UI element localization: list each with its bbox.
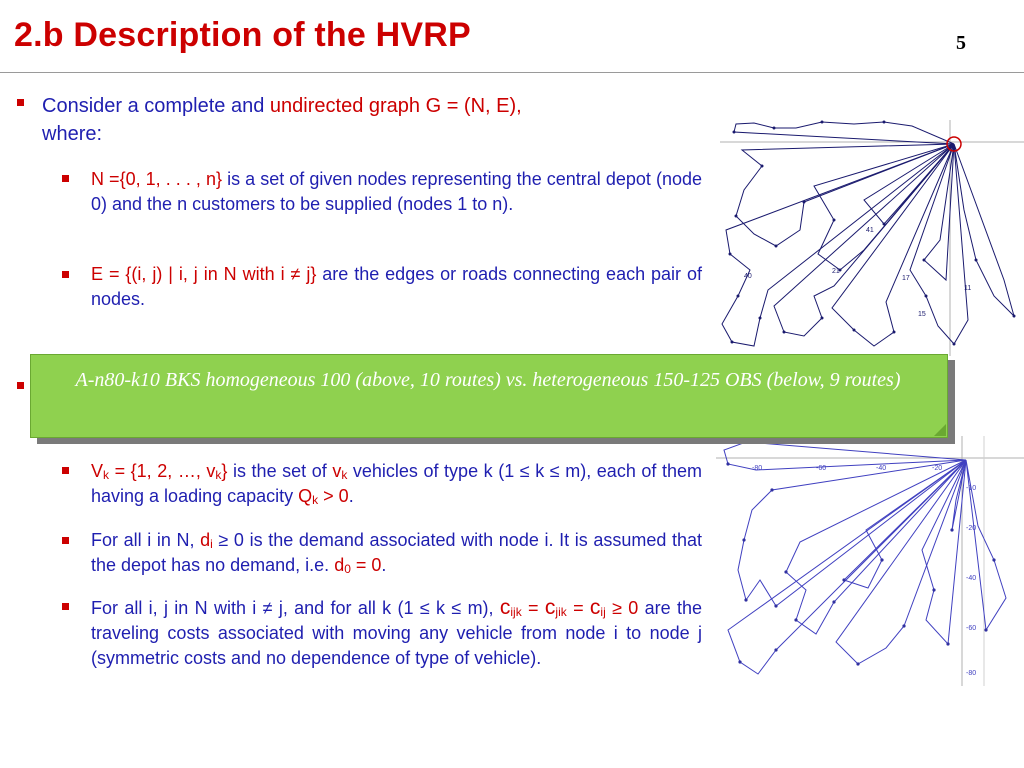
bullet-text: is a set of given nodes representing the central depot (node 0) and the n customers to be supplied (nodes 1 to n).: [91, 169, 702, 214]
banner-fold-corner: [934, 424, 946, 436]
bullet-costs-definition: [91, 595, 702, 671]
bullet-graph-definition: [42, 92, 702, 148]
graph-node-label: 21: [832, 268, 840, 275]
formula-part: = {1, 2, …, v: [109, 461, 216, 481]
nodes-set: N ={0, 1, . . . , n}: [91, 169, 223, 189]
axis-tick-label: -10: [966, 485, 977, 492]
formula-part: c: [589, 596, 601, 619]
formula-part: =: [521, 598, 545, 618]
slide-title: 2.b Description of the HVRP: [14, 16, 471, 54]
formula-part: = 0: [350, 555, 382, 575]
graph-node-label: 11: [964, 285, 972, 292]
formula-sub: ij: [600, 605, 606, 619]
bullet-text: is the set of: [227, 461, 333, 481]
edges-set: E = {(i, j) | i, j in N with i ≠ j}: [91, 264, 317, 284]
bullet-demand-definition: [91, 528, 702, 578]
bullet-vehicles-definition: [91, 459, 702, 509]
bullet-highlight: undirected graph G = (N, E),: [269, 95, 522, 117]
bullet-marker: [62, 537, 69, 544]
formula-sub: k: [215, 468, 222, 482]
formula-sub: k: [341, 468, 348, 482]
bullet-text: are the edges or roads connecting each pair of nodes.: [91, 264, 702, 309]
bullet-text: where:: [42, 123, 103, 145]
formula-sub: ijk: [510, 605, 522, 619]
formula-part: d: [334, 555, 345, 575]
heterogeneous-routes-graph: [716, 430, 1024, 686]
homogeneous-routes-graph: [714, 120, 1024, 356]
formula-sub: 0: [344, 562, 351, 576]
bullet-text: vehicles of type k (1 ≤ k ≤ m), each of them having a loading capacity: [91, 461, 702, 506]
formula-part: Q: [298, 486, 313, 506]
bullet-text: For all i in N,: [91, 530, 201, 550]
page-number: 5: [956, 32, 966, 54]
formula-part: c: [544, 596, 556, 619]
bullet-marker: [62, 467, 69, 474]
axis-tick-label: -80: [752, 465, 763, 472]
bullet-marker: [62, 175, 69, 182]
graph-node-label: 17: [902, 275, 910, 282]
formula-sub: i: [210, 537, 213, 551]
axis-tick-label: -80: [966, 670, 977, 677]
bullet-text: .: [381, 555, 387, 575]
formula-part: =: [566, 598, 590, 618]
axis-tick-label: -40: [966, 575, 977, 582]
formula-part: }: [221, 461, 228, 481]
bullet-text: are the traveling costs associated with moving any vehicle from node i to node j (symmetric costs and no dependence of type of vehicle).: [91, 598, 703, 668]
formula-part: d: [200, 530, 211, 550]
formula-part: c: [499, 596, 511, 619]
bullet-text: Consider a complete and: [42, 95, 270, 117]
bullet-marker: [62, 271, 69, 278]
bullet-text: .: [348, 486, 354, 506]
formula-sub: k: [312, 493, 319, 507]
axis-tick-label: -60: [966, 625, 977, 632]
formula-part: v: [332, 461, 342, 481]
bullet-marker: [62, 603, 69, 610]
axis-tick-label: -40: [876, 465, 887, 472]
graph-node-label: 41: [866, 227, 874, 234]
axis-tick-label: -20: [966, 525, 977, 532]
formula-sub: k: [103, 468, 110, 482]
graph-node-label: 40: [744, 273, 752, 280]
bullet-text: is the demand associated with node i. It is assumed that the depot has no demand, i.e.: [91, 530, 702, 575]
bullet-marker: [17, 99, 24, 106]
axis-tick-label: -20: [932, 465, 943, 472]
bullet-text: For all i, j in N with i ≠ j, and for all k (1 ≤ k ≤ m),: [91, 598, 500, 618]
graph-node-label: 15: [918, 311, 926, 318]
bullet-edges-definition: [91, 262, 702, 312]
bullet-nodes-definition: [91, 167, 702, 217]
title-divider: [0, 72, 1024, 73]
formula-sub: jik: [555, 605, 567, 619]
formula-part: ≥ 0: [212, 530, 244, 550]
formula-part: ≥ 0: [605, 598, 639, 618]
formula-part: > 0: [318, 486, 349, 506]
formula-part: V: [91, 461, 104, 481]
bullet-marker: [17, 382, 24, 389]
caption-banner-text: A-n80-k10 BKS homogeneous 100 (above, 10 routes) vs. heterogeneous 150-125 OBS (below, 9 routes): [75, 369, 901, 391]
axis-tick-label: -60: [816, 465, 827, 472]
